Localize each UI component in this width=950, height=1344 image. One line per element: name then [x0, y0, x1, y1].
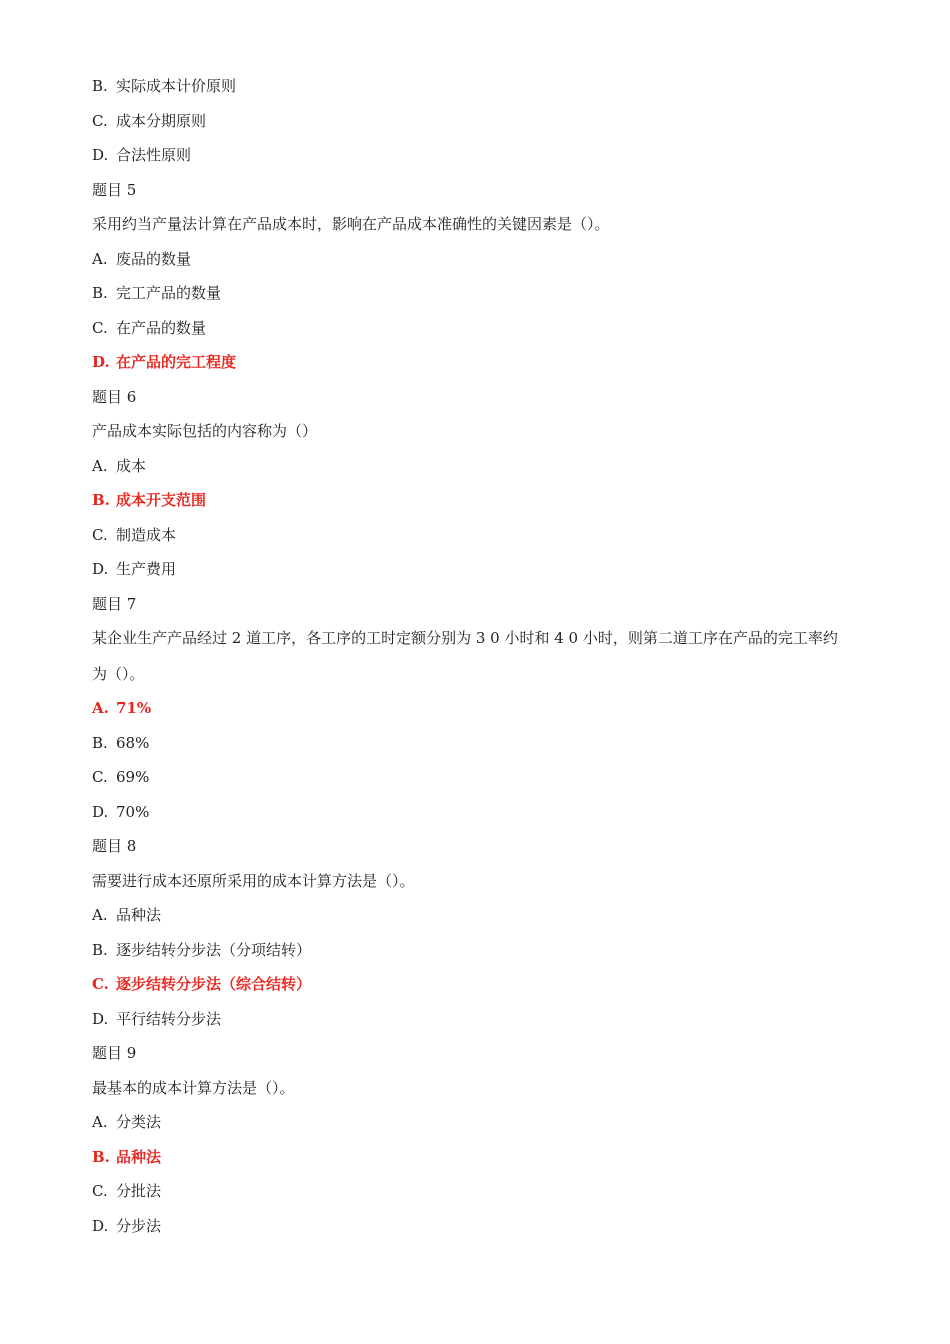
- option-letter: C.: [92, 525, 108, 544]
- option-letter: B.: [92, 1147, 110, 1166]
- option-text: 71%: [116, 699, 152, 717]
- option-text: 实际成本计价原则: [116, 77, 237, 95]
- option-letter: C.: [92, 1182, 108, 1200]
- option-letter: B.: [92, 284, 108, 302]
- answer-option: [92, 1009, 852, 1029]
- option-text: 分步法: [116, 1216, 162, 1235]
- question-text: 采用约当产量法计算在产品成本时，影响在产品成本准确性的关键因素是（）。: [92, 215, 610, 233]
- answer-option: [92, 905, 852, 925]
- option-text: 成本: [116, 456, 147, 475]
- option-text: 成本开支范围: [116, 491, 207, 509]
- option-text: 平行结转分步法: [116, 1009, 222, 1028]
- option-text: 在产品的完工程度: [116, 353, 237, 371]
- option-letter: C.: [92, 111, 108, 130]
- option-text: 成本分期原则: [116, 111, 207, 130]
- option-text: 逐步结转分步法（分项结转）: [116, 940, 312, 959]
- correct-answer-option: [92, 1147, 852, 1167]
- correct-answer-option: [92, 698, 852, 718]
- option-letter: D.: [92, 146, 109, 164]
- option-letter: D.: [92, 560, 109, 578]
- option-text: 完工产品的数量: [116, 284, 222, 302]
- question-number: 题目 7: [92, 594, 137, 613]
- answer-option: [92, 456, 852, 476]
- answer-option: [92, 525, 852, 545]
- question-number: 题目 8: [92, 837, 137, 855]
- option-letter: C.: [92, 768, 108, 786]
- option-text: 废品的数量: [116, 249, 192, 268]
- option-letter: A.: [92, 249, 108, 268]
- question-number: 题目 9: [92, 1044, 137, 1062]
- option-text: 68%: [116, 733, 150, 752]
- option-text: 69%: [116, 768, 150, 786]
- option-text: 制造成本: [116, 525, 177, 544]
- option-letter: B.: [92, 77, 108, 95]
- question-number: 题目 6: [92, 387, 137, 406]
- option-letter: D.: [92, 353, 110, 371]
- question-text: 最基本的成本计算方法是（）。: [92, 1078, 295, 1097]
- answer-option: [92, 145, 852, 165]
- answer-option: [92, 802, 852, 822]
- option-text: 分类法: [116, 1113, 162, 1131]
- option-letter: A.: [92, 1113, 108, 1131]
- answer-option: [92, 940, 852, 960]
- answer-option: [92, 318, 852, 338]
- option-letter: B.: [92, 940, 108, 959]
- option-letter: D.: [92, 802, 109, 821]
- question-text: 产品成本实际包括的内容称为（）: [92, 422, 318, 440]
- option-text: 70%: [116, 802, 150, 821]
- question-number: 题目 5: [92, 180, 137, 199]
- answer-option: [92, 76, 852, 96]
- option-letter: C.: [92, 318, 108, 337]
- option-text: 品种法: [116, 906, 162, 924]
- answer-option: [92, 1216, 852, 1236]
- answer-option: [92, 249, 852, 269]
- option-letter: B.: [92, 491, 110, 509]
- answer-option: [92, 767, 852, 787]
- answer-option: [92, 733, 852, 753]
- correct-answer-option: [92, 490, 852, 510]
- option-letter: A.: [92, 906, 108, 924]
- question-text: 某企业生产产品经过 2 道工序，各工序的工时定额分别为 3 0 小时和 4 0 小时，则第二道工序在产品的完工率约为（）。: [92, 629, 838, 683]
- option-letter: D.: [92, 1216, 109, 1235]
- option-letter: A.: [92, 699, 109, 717]
- option-text: 分批法: [116, 1182, 162, 1200]
- option-letter: A.: [92, 456, 108, 475]
- option-letter: D.: [92, 1009, 109, 1028]
- answer-option: [92, 559, 852, 579]
- option-text: 合法性原则: [116, 146, 192, 164]
- answer-option: [92, 1112, 852, 1132]
- option-text: 品种法: [116, 1147, 162, 1166]
- option-letter: B.: [92, 733, 108, 752]
- correct-answer-option: [92, 352, 852, 372]
- correct-answer-option: [92, 974, 852, 994]
- answer-option: [92, 283, 852, 303]
- question-text: 需要进行成本还原所采用的成本计算方法是（）。: [92, 871, 415, 890]
- answer-option: [92, 1181, 852, 1201]
- option-text: 在产品的数量: [116, 318, 207, 337]
- document-page: [92, 76, 852, 1250]
- option-letter: C.: [92, 975, 109, 993]
- option-text: 逐步结转分步法（综合结转）: [116, 975, 312, 993]
- answer-option: [92, 111, 852, 131]
- option-text: 生产费用: [116, 560, 177, 578]
